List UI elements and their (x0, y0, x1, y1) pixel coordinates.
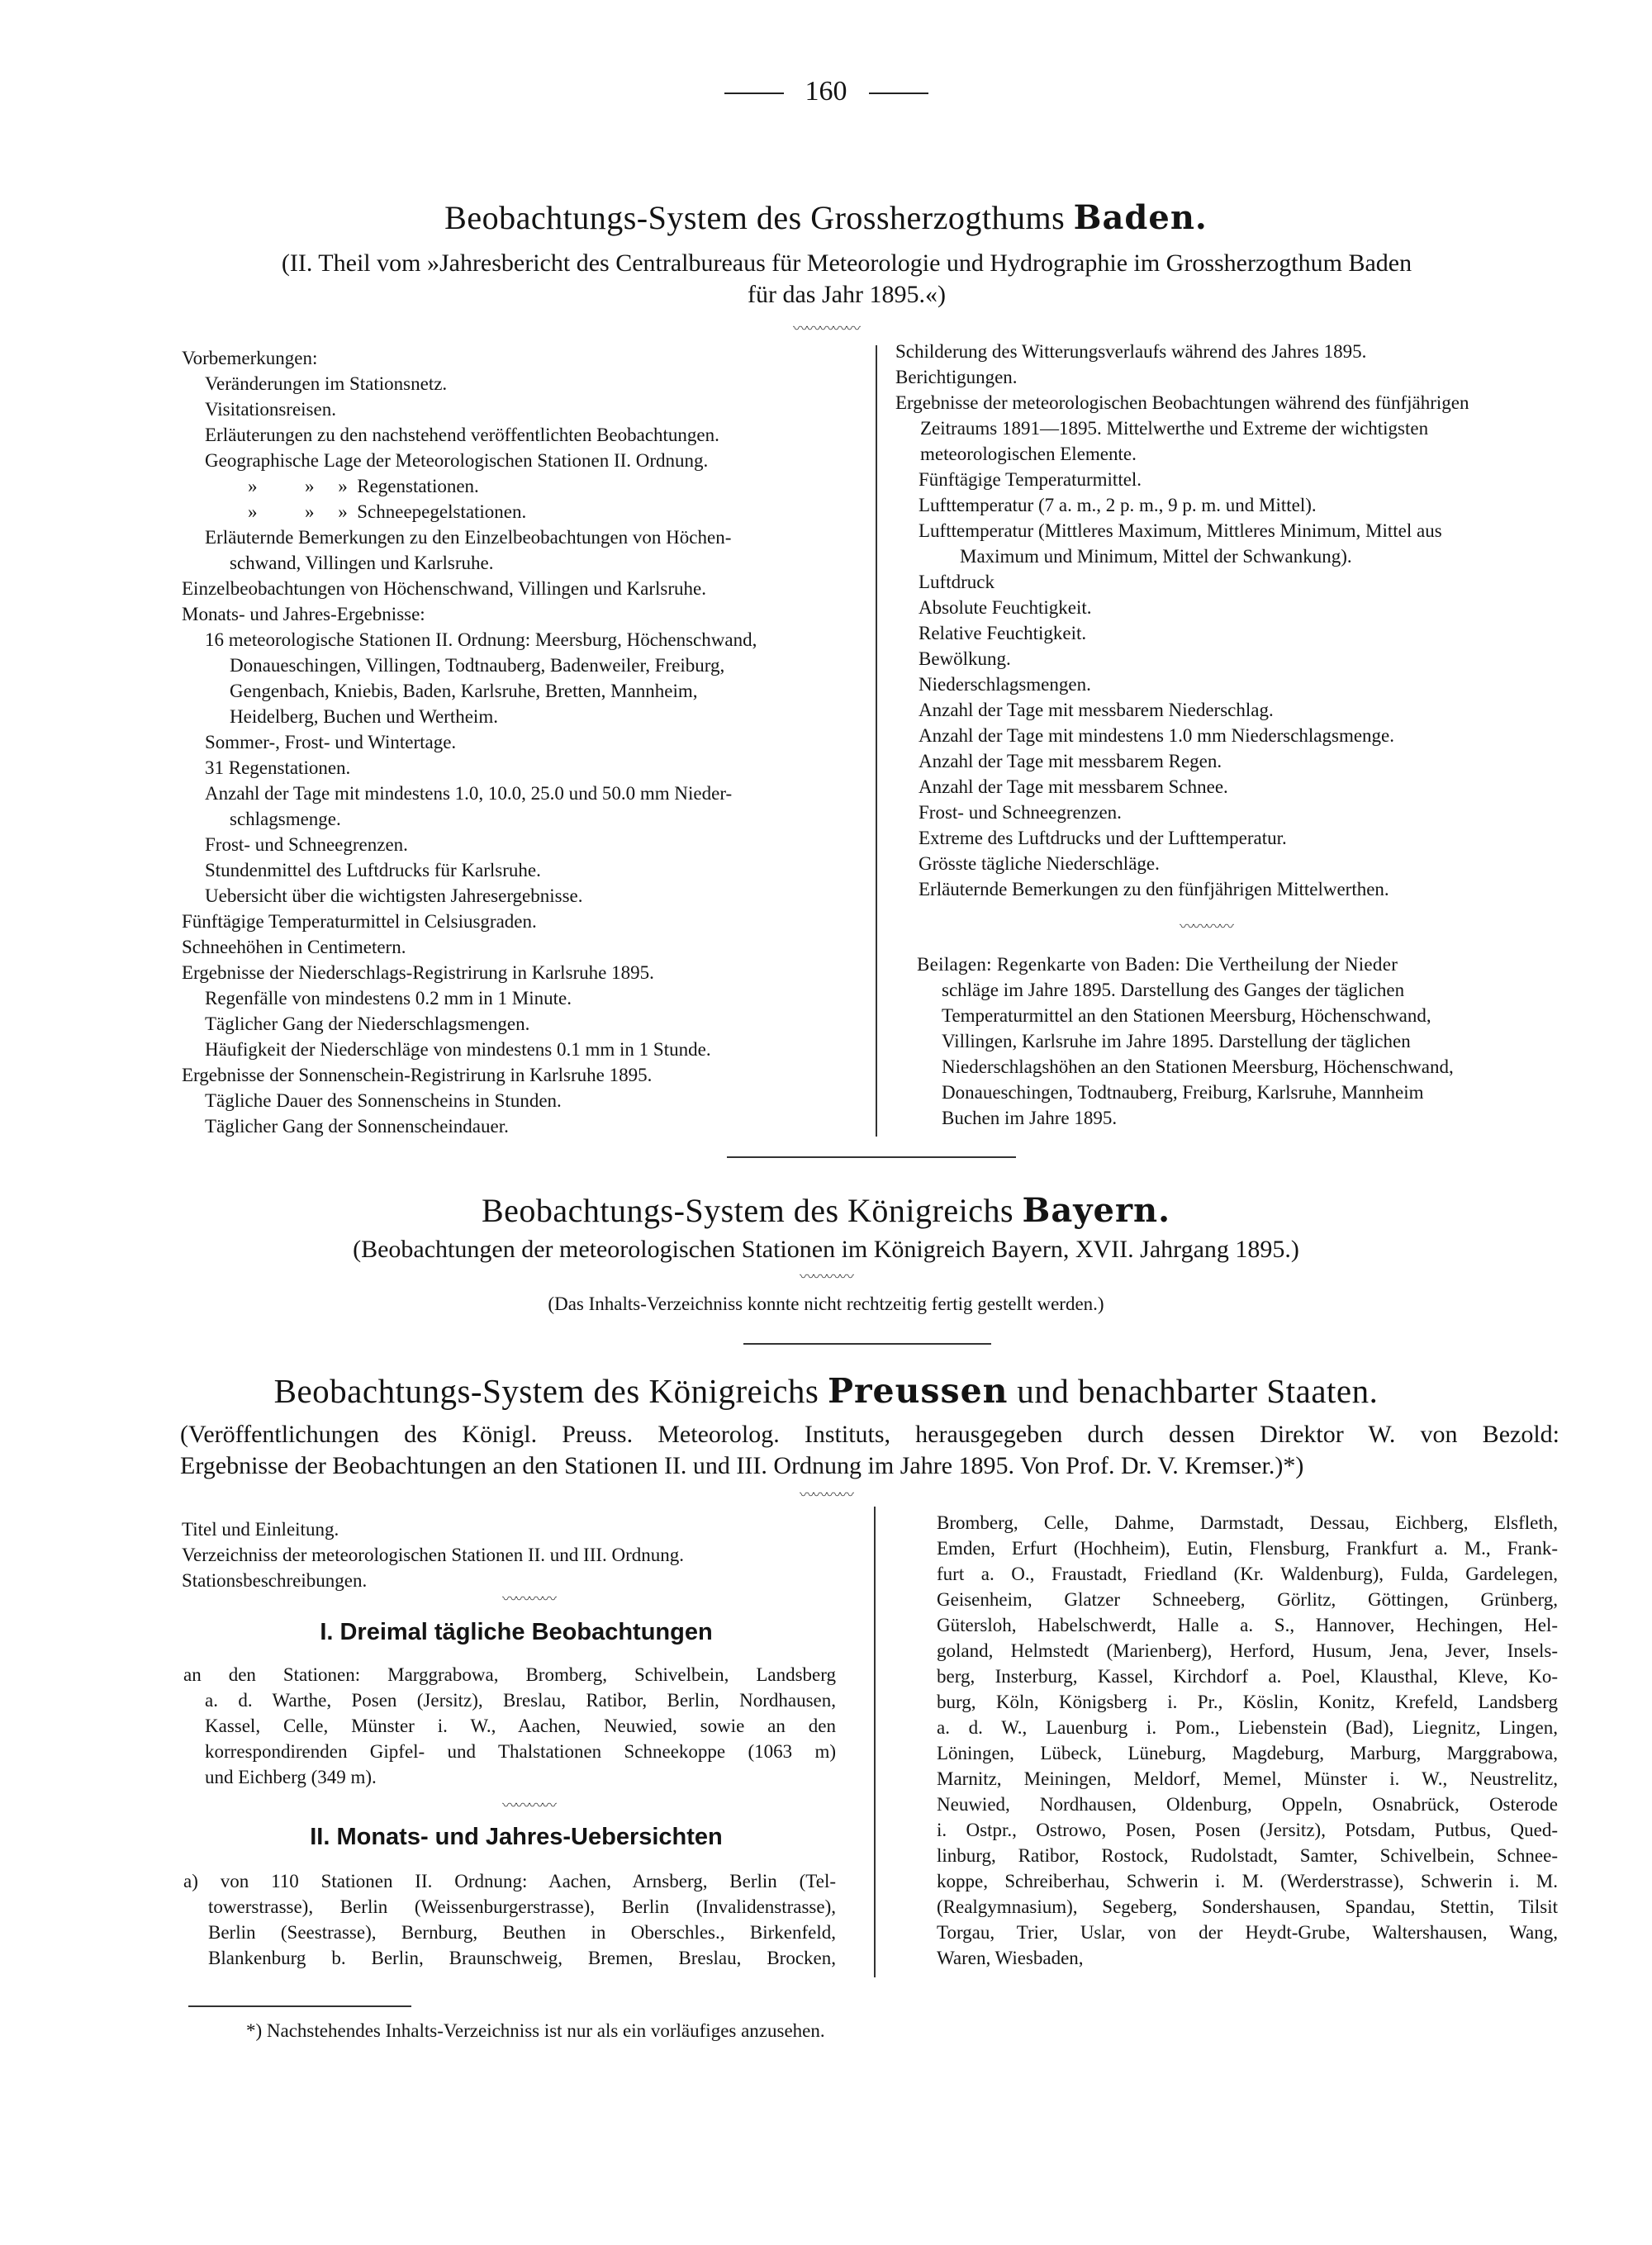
beilagen-line: Villingen, Karlsruhe im Jahre 1895. Darstellung der täglichen (942, 1031, 1411, 1051)
section2-body (183, 1868, 836, 1971)
beilagen-line: Beilagen: Regenkarte von Baden: Die Vertheilung der Nieder (917, 954, 1398, 975)
baden-left-line: Frost- und Schneegrenzen. (205, 834, 408, 855)
beilagen-line: Niederschlagshöhen an den Stationen Meersburg, Höchenschwand, (942, 1056, 1454, 1077)
baden-right-line: Erläuternde Bemerkungen zu den fünfjährigen Mittelwerthen. (919, 879, 1389, 899)
baden-ornament: 〰〰〰〰〰 (793, 320, 859, 337)
preussen-right-column (937, 1510, 1558, 1971)
preussen-intro (182, 1516, 859, 1593)
beilagen-line: Buchen im Jahre 1895. (942, 1108, 1118, 1128)
baden-left-line: 16 meteorologische Stationen II. Ordnung: Meersburg, Höchenschwand, (205, 629, 757, 650)
section2-line: Blankenburg b. Berlin, Braunschweig, Bremen, Breslau, Brocken, (208, 1948, 836, 1968)
station-line: furt a. O., Fraustadt, Friedland (Kr. Waldenburg), Fulda, Gardelegen, (937, 1564, 1558, 1584)
footnote: *) Nachstehendes Inhalts-Verzeichniss ist nur als ein vorläufiges anzusehen. (246, 2020, 825, 2041)
preussen-intro-line: Titel und Einleitung. (182, 1519, 339, 1540)
bayern-title-text: Beobachtungs-System des Königreichs (481, 1192, 1023, 1229)
station-line: burg, Köln, Königsberg i. Pr., Köslin, Konitz, Krefeld, Landsberg (937, 1692, 1558, 1712)
page-number-row (0, 76, 1652, 107)
section1-body (183, 1662, 836, 1790)
baden-left-line: » » » Schneepegelstationen. (248, 501, 527, 522)
baden-right-line: Anzahl der Tage mit messbarem Schnee. (919, 776, 1228, 797)
station-line: i. Ostpr., Ostrowo, Posen, Posen (Jersitz), Potsdam, Putbus, Qued- (937, 1820, 1558, 1840)
section2-heading: II. Monats- und Jahres-Uebersichten (310, 1824, 723, 1850)
baden-left-column (182, 345, 859, 1139)
section2-line: towerstrasse), Berlin (Weissenburgerstrasse), Berlin (Invalidenstrasse), (208, 1896, 836, 1917)
baden-left-line: Tägliche Dauer des Sonnenscheins in Stunden. (205, 1090, 562, 1111)
preussen-subtitle-line1: (Veröffentlichungen des Königl. Preuss. Meteorolog. Instituts, herausgegeben durch dessen Direktor W. von Bezold: (180, 1421, 1559, 1448)
station-line: Marnitz, Meiningen, Meldorf, Memel, Münster i. W., Neustrelitz, (937, 1768, 1558, 1789)
section2-ornament: 〰〰〰〰 (502, 1797, 555, 1814)
baden-right-line: Extreme des Luftdrucks und der Lufttemperatur. (919, 828, 1287, 848)
beilagen-line: schläge im Jahre 1895. Darstellung des Ganges der täglichen (942, 980, 1405, 1000)
preussen-column-divider (874, 1507, 876, 1977)
baden-left-line: Heidelberg, Buchen und Wertheim. (230, 706, 498, 727)
baden-right-line: Grösste tägliche Niederschläge. (919, 853, 1160, 874)
beilagen-line: Donaueschingen, Todtnauberg, Freiburg, Karlsruhe, Mannheim (942, 1082, 1424, 1103)
section-separator (727, 1156, 1016, 1158)
baden-left-line: Ergebnisse der Niederschlags-Registrirung in Karlsruhe 1895. (182, 962, 654, 983)
section1-line: a. d. Warthe, Posen (Jersitz), Breslau, Ratibor, Berlin, Nordhausen, (205, 1690, 836, 1711)
page-number-dash-left (724, 93, 784, 94)
baden-subtitle-line2: für das Jahr 1895.«) (748, 281, 946, 308)
baden-left-line: Täglicher Gang der Sonnenscheindauer. (205, 1116, 509, 1137)
station-line: koppe, Schreiberhau, Schwerin i. M. (Werderstrasse), Schwerin i. M. (937, 1871, 1558, 1891)
baden-title-text: Beobachtungs-System des Grossherzogthums (444, 199, 1074, 236)
baden-right-line: Fünftägige Temperaturmittel. (919, 469, 1142, 490)
baden-left-line: Monats- und Jahres-Ergebnisse: (182, 604, 425, 624)
preussen-left-ornament: 〰〰〰〰 (502, 1591, 555, 1607)
station-line: Geisenheim, Glatzer Schneeberg, Görlitz, Göttingen, Grünberg, (937, 1589, 1558, 1610)
section2-line: a) von 110 Stationen II. Ordnung: Aachen, Arnsberg, Berlin (Tel- (183, 1871, 836, 1891)
station-line: Löningen, Lübeck, Lüneburg, Magdeburg, Marburg, Marggrabowa, (937, 1743, 1558, 1763)
baden-right-line: Ergebnisse der meteorologischen Beobachtungen während des fünfjährigen (895, 392, 1469, 413)
baden-right-line: Frost- und Schneegrenzen. (919, 802, 1122, 823)
baden-left-line: Vorbemerkungen: (182, 348, 318, 368)
baden-left-line: schlagsmenge. (230, 809, 341, 829)
station-line: goland, Helmstedt (Marienberg), Herford, Husum, Jena, Jever, Insels- (937, 1640, 1558, 1661)
baden-right-line: Lufttemperatur (7 a. m., 2 p. m., 9 p. m. und Mittel). (919, 495, 1317, 515)
baden-left-line: 31 Regenstationen. (205, 757, 351, 778)
bayern-subtitle: (Beobachtungen der meteorologischen Stationen im Königreich Bayern, XVII. Jahrgang 1895.) (353, 1236, 1299, 1263)
baden-left-line: Visitationsreisen. (205, 399, 336, 420)
baden-right-line: Relative Feuchtigkeit. (919, 623, 1087, 643)
baden-left-line: Geographische Lage der Meteorologischen Stationen II. Ordnung. (205, 450, 709, 471)
baden-right-line: Bewölkung. (919, 648, 1011, 669)
baden-right-line: Anzahl der Tage mit messbarem Niederschlag. (919, 700, 1274, 720)
station-line: Waren, Wiesbaden, (937, 1948, 1084, 1968)
beilagen-line: Temperaturmittel an den Stationen Meersburg, Höchenschwand, (942, 1005, 1431, 1026)
preussen-subtitle-line2: Ergebnisse der Beobachtungen an den Stationen II. und III. Ordnung im Jahre 1895. Von Prof. Dr. V. Kremser.)*) (180, 1452, 1304, 1479)
baden-right-line: Absolute Feuchtigkeit. (919, 597, 1092, 618)
baden-left-line: » » » Regenstationen. (248, 476, 479, 496)
preussen-title-bold: Preussen (828, 1371, 1009, 1411)
baden-right-line: Maximum und Minimum, Mittel der Schwankung). (960, 546, 1352, 567)
bayern-note: (Das Inhalts-Verzeichniss konnte nicht rechtzeitig fertig gestellt werden.) (548, 1293, 1104, 1314)
baden-right-column (895, 339, 1556, 902)
baden-right-line: Anzahl der Tage mit mindestens 1.0 mm Niederschlagsmenge. (919, 725, 1395, 746)
section2-line: Berlin (Seestrasse), Bernburg, Beuthen in Oberschles., Birkenfeld, (208, 1922, 836, 1943)
preussen-intro-line: Stationsbeschreibungen. (182, 1570, 368, 1591)
section1-line: korrespondirenden Gipfel- und Thalstationen Schneekoppe (1063 m) (205, 1741, 836, 1762)
station-line: linburg, Ratibor, Rostock, Rudolstadt, Samter, Schivelbein, Schnee- (937, 1845, 1558, 1866)
baden-right-line: Lufttemperatur (Mittleres Maximum, Mittleres Minimum, Mittel aus (919, 520, 1442, 541)
baden-left-line: Donaueschingen, Villingen, Todtnauberg, Badenweiler, Freiburg, (230, 655, 725, 676)
bayern-title-bold: Bayern. (1022, 1191, 1171, 1230)
baden-beilagen (917, 952, 1553, 1131)
baden-title-bold: Baden. (1073, 198, 1208, 237)
baden-right-line: Berichtigungen. (895, 367, 1018, 387)
preussen-title-post: und benachbarter Staaten. (1008, 1372, 1379, 1410)
baden-right-line: meteorologischen Elemente. (920, 444, 1137, 464)
preussen-intro-line: Verzeichniss der meteorologischen Stationen II. und III. Ordnung. (182, 1545, 685, 1565)
baden-column-divider (876, 345, 877, 1137)
preussen-title-text: Beobachtungs-System des Königreichs (273, 1372, 828, 1410)
station-line: Torgau, Trier, Uslar, von der Heydt-Grube, Waltershausen, Wang, (937, 1922, 1558, 1943)
baden-title (0, 198, 1652, 237)
preussen-subtitle (180, 1419, 1559, 1482)
station-line: berg, Insterburg, Kassel, Kirchdorf a. Poel, Klausthal, Kleve, Ko- (937, 1666, 1558, 1687)
baden-right-line: Anzahl der Tage mit messbarem Regen. (919, 751, 1222, 771)
baden-right-line: Luftdruck (919, 572, 995, 592)
bayern-ornament: 〰〰〰〰 (800, 1269, 852, 1285)
baden-left-line: Erläuternde Bemerkungen zu den Einzelbeobachtungen von Höchen- (205, 527, 732, 548)
baden-left-line: Sommer-, Frost- und Wintertage. (205, 732, 457, 752)
station-line: Bromberg, Celle, Dahme, Darmstadt, Dessau, Eichberg, Elsfleth, (937, 1512, 1558, 1533)
page-number: 160 (805, 76, 847, 107)
baden-left-line: Veränderungen im Stationsnetz. (205, 373, 448, 394)
baden-left-line: schwand, Villingen und Karlsruhe. (230, 553, 494, 573)
baden-left-line: Häufigkeit der Niederschläge von mindestens 0.1 mm in 1 Stunde. (205, 1039, 711, 1060)
footnote-rule (188, 2005, 411, 2007)
preussen-title (0, 1371, 1652, 1411)
baden-left-line: Stundenmittel des Luftdrucks für Karlsruhe. (205, 860, 541, 880)
station-line: a. d. W., Lauenburg i. Pom., Liebenstein (Bad), Liegnitz, Lingen, (937, 1717, 1558, 1738)
baden-right-ornament: 〰〰〰〰 (1180, 918, 1232, 935)
baden-subtitle-line1: (II. Theil vom »Jahresbericht des Centralbureaus für Meteorologie und Hydrographie im Grossherzogthum Baden (281, 249, 1412, 277)
section1-line: an den Stationen: Marggrabowa, Bromberg, Schivelbein, Landsberg (183, 1664, 836, 1685)
baden-left-line: Fünftägige Temperaturmittel in Celsiusgraden. (182, 911, 537, 932)
section-separator (743, 1343, 991, 1345)
baden-left-line: Anzahl der Tage mit mindestens 1.0, 10.0, 25.0 und 50.0 mm Nieder- (205, 783, 733, 804)
baden-right-line: Zeitraums 1891—1895. Mittelwerthe und Extreme der wichtigsten (920, 418, 1429, 439)
station-line: Neuwied, Nordhausen, Oldenburg, Oppeln, Osnabrück, Osterode (937, 1794, 1558, 1815)
baden-right-line: Niederschlagsmengen. (919, 674, 1091, 695)
baden-left-line: Einzelbeobachtungen von Höchenschwand, Villingen und Karlsruhe. (182, 578, 706, 599)
baden-left-line: Regenfälle von mindestens 0.2 mm in 1 Minute. (205, 988, 572, 1009)
section1-line: Kassel, Celle, Münster i. W., Aachen, Neuwied, sowie an den (205, 1716, 836, 1736)
bayern-title (0, 1191, 1652, 1230)
baden-left-line: Täglicher Gang der Niederschlagsmengen. (205, 1013, 530, 1034)
baden-left-line: Gengenbach, Kniebis, Baden, Karlsruhe, Bretten, Mannheim, (230, 681, 698, 701)
station-line: (Realgymnasium), Segeberg, Sondershausen, Spandau, Stettin, Tilsit (937, 1896, 1558, 1917)
baden-right-line: Schilderung des Witterungsverlaufs während des Jahres 1895. (895, 341, 1367, 362)
baden-left-line: Schneehöhen in Centimetern. (182, 937, 406, 957)
baden-left-line: Erläuterungen zu den nachstehend veröffentlichten Beobachtungen. (205, 425, 719, 445)
section1-heading: I. Dreimal tägliche Beobachtungen (320, 1619, 713, 1645)
baden-left-line: Uebersicht über die wichtigsten Jahresergebnisse. (205, 885, 583, 906)
preussen-ornament: 〰〰〰〰 (800, 1487, 852, 1503)
section1-line: und Eichberg (349 m). (205, 1767, 377, 1787)
station-line: Gütersloh, Habelschwerdt, Halle a. S., Hannover, Hechingen, Hel- (937, 1615, 1558, 1635)
baden-left-line: Ergebnisse der Sonnenschein-Registrirung in Karlsruhe 1895. (182, 1065, 653, 1085)
station-line: Emden, Erfurt (Hochheim), Eutin, Flensburg, Frankfurt a. M., Frank- (937, 1538, 1558, 1559)
baden-subtitle (165, 248, 1528, 311)
page-number-dash-right (869, 93, 928, 94)
